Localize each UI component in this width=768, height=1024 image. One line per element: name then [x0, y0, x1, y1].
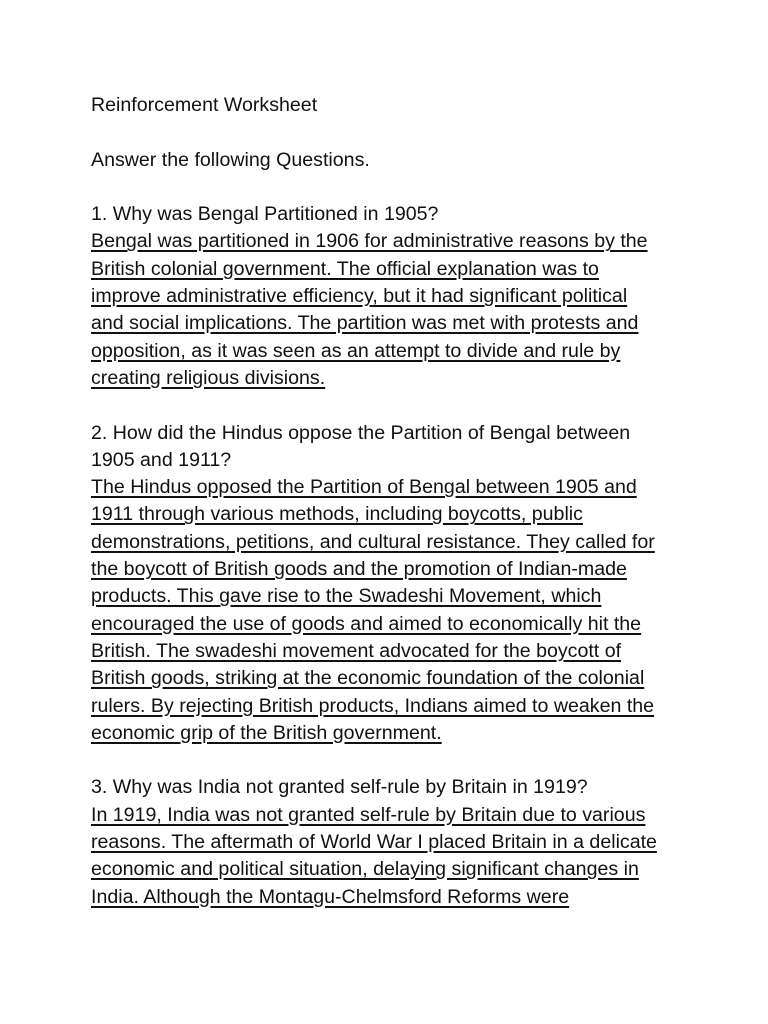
answer-line: and social implications. The partition was met with protests and [91, 312, 639, 335]
question-text: 3. Why was India not granted self-rule by Britain in 1919? [91, 776, 588, 799]
spacer [91, 747, 691, 774]
answer-line: In 1919, India was not granted self-rule by Britain due to various [91, 803, 646, 826]
spacer [91, 119, 691, 146]
answer-line: the boycott of British goods and the promotion of Indian-made [91, 558, 627, 581]
answer-line: reasons. The aftermath of World War I placed Britain in a delicate [91, 831, 657, 854]
answer-text [91, 228, 691, 392]
answer-line: improve administrative efficiency, but it had significant political [91, 285, 628, 308]
answer-line: India. Although the Montagu-Chelmsford Reforms were [91, 885, 570, 908]
answer-line: economic and political situation, delaying significant changes in [91, 858, 639, 881]
answer-line: rulers. By rejecting British products, Indians aimed to weaken the [91, 694, 655, 717]
answer-line: demonstrations, petitions, and cultural resistance. They called for [91, 530, 655, 553]
answer-line: Bengal was partitioned in 1906 for administrative reasons by the [91, 230, 648, 253]
question-text: 1. Why was Bengal Partitioned in 1905? [91, 203, 439, 226]
answer-line: products. This gave rise to the Swadeshi Movement, which [91, 585, 602, 608]
answer-text [91, 474, 691, 747]
question-text: 2. How did the Hindus oppose the Partition of Bengal between [91, 421, 631, 444]
answer-text [91, 802, 691, 911]
question-block-2 [91, 420, 691, 748]
question-block-3 [91, 774, 691, 910]
answer-line: economic grip of the British government. [91, 721, 442, 744]
answer-line: The Hindus opposed the Partition of Bengal between 1905 and [91, 476, 637, 499]
spacer [91, 174, 691, 201]
answer-line: 1911 through various methods, including boycotts, public [91, 503, 583, 526]
question-text: 1905 and 1911? [91, 448, 232, 471]
question-block-1 [91, 201, 691, 392]
answer-line: creating religious divisions. [91, 366, 326, 389]
answer-line: opposition, as it was seen as an attempt to divide and rule by [91, 339, 621, 362]
worksheet-title: Reinforcement Worksheet [91, 94, 318, 116]
answer-line: British goods, striking at the economic foundation of the colonial [91, 667, 645, 690]
answer-line: British. The swadeshi movement advocated for the boycott of [91, 639, 622, 662]
answer-line: British colonial government. The official explanation was to [91, 257, 599, 280]
instructions: Answer the following Questions. [91, 148, 370, 171]
worksheet-content [91, 92, 691, 911]
spacer [91, 392, 691, 419]
answer-line: encouraged the use of goods and aimed to economically hit the [91, 612, 642, 635]
